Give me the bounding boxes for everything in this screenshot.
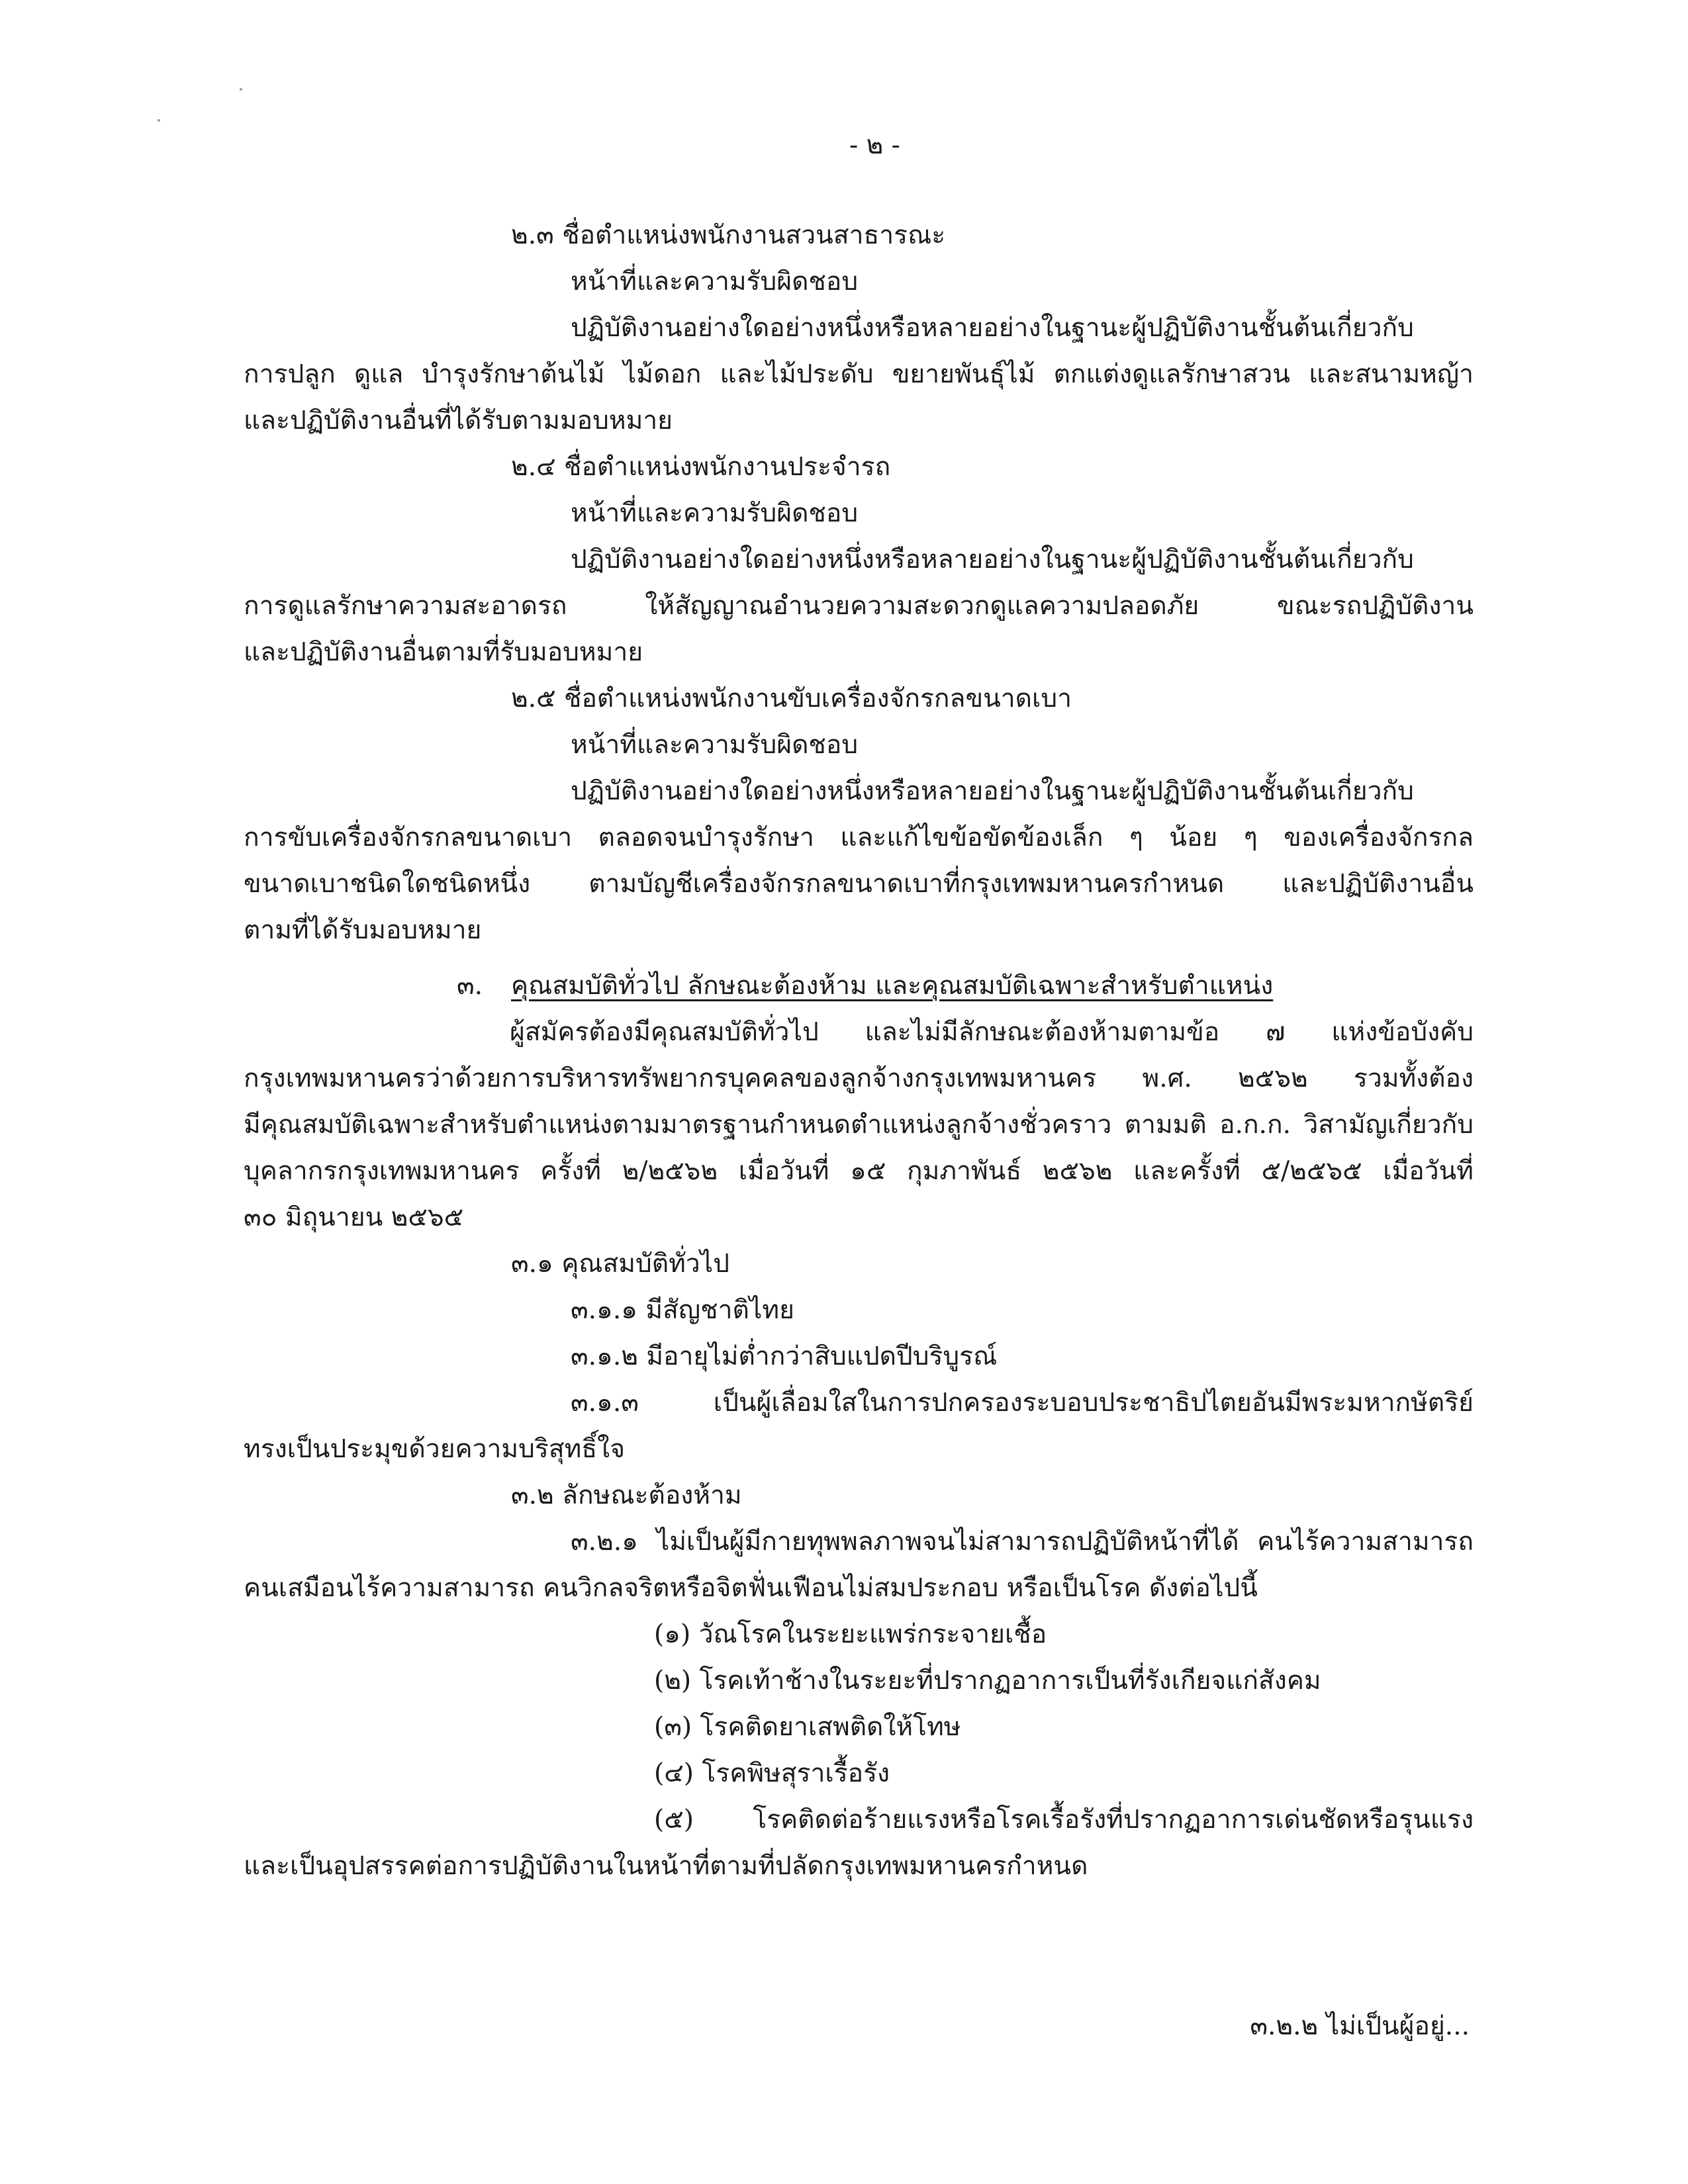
continuation-marker: ๓.๒.๒ ไม่เป็นผู้อยู่...	[1250, 2011, 1470, 2041]
section-3-intro-line: ผู้สมัครต้องมีคุณสมบัติทั่วไป และไม่มีลักษณะต้องห้ามตามข้อ ๗ แห่งข้อบังคับ	[510, 1017, 1474, 1047]
disease-item: (๑) วัณโรคในระยะแพร่กระจายเชื้อ	[654, 1619, 1047, 1649]
scan-speck	[240, 88, 242, 91]
page-number: - ๒ -	[849, 130, 900, 160]
section-3-2-heading: ๓.๒ ลักษณะต้องห้าม	[511, 1480, 742, 1510]
section-2-4-heading: ๒.๔ ชื่อตำแหน่งพนักงานประจำรถ	[511, 452, 891, 482]
section-3-intro-line: กรุงเทพมหานครว่าด้วยการบริหารทรัพยากรบุคคลของลูกจ้างกรุงเทพมหานคร พ.ศ. ๒๕๖๒ รวมทั้งต้อง	[244, 1064, 1474, 1093]
section-3-intro-line: มีคุณสมบัติเฉพาะสำหรับตำแหน่งตามมาตรฐานกำหนดตำแหน่งลูกจ้างชั่วคราว ตามมติ อ.ก.ก. วิสามัญเกี่ยวกับ	[244, 1110, 1474, 1140]
section-3-heading: คุณสมบัติทั่วไป ลักษณะต้องห้าม และคุณสมบัติเฉพาะสำหรับตำแหน่ง	[511, 971, 1274, 1001]
section-2-5-duty-label: หน้าที่และความรับผิดชอบ	[571, 730, 859, 760]
section-3-2-1-line: คนเสมือนไร้ความสามารถ คนวิกลจริตหรือจิตฟั่นเฟือนไม่สมประกอบ หรือเป็นโรค ดังต่อไปนี้	[244, 1573, 1258, 1603]
section-2-4-text-line: ปฏิบัติงานอย่างใดอย่างหนึ่งหรือหลายอย่างในฐานะผู้ปฏิบัติงานชั้นต้นเกี่ยวกับ	[571, 545, 1414, 574]
section-3-1-3-line: ทรงเป็นประมุขด้วยความบริสุทธิ์ใจ	[244, 1434, 626, 1464]
disease-item: (๔) โรคพิษสุราเรื้อรัง	[654, 1758, 890, 1788]
section-2-5-heading: ๒.๕ ชื่อตำแหน่งพนักงานขับเครื่องจักรกลขนาดเบา	[511, 684, 1072, 713]
section-2-3-text-line: และปฏิบัติงานอื่นที่ได้รับตามมอบหมาย	[244, 406, 673, 435]
section-2-5-text-line: ตามที่ได้รับมอบหมาย	[244, 915, 482, 945]
section-3-number: ๓.	[457, 971, 483, 1001]
scan-speck	[158, 119, 160, 122]
section-3-2-1-line: ๓.๒.๑ ไม่เป็นผู้มีกายทุพพลภาพจนไม่สามารถปฏิบัติหน้าที่ได้ คนไร้ความสามารถ	[571, 1527, 1474, 1557]
section-3-1-heading: ๓.๑ คุณสมบัติทั่วไป	[511, 1249, 730, 1279]
section-2-3-text-line: ปฏิบัติงานอย่างใดอย่างหนึ่งหรือหลายอย่างในฐานะผู้ปฏิบัติงานชั้นต้นเกี่ยวกับ	[571, 313, 1414, 343]
section-2-5-text-line: ขนาดเบาชนิดใดชนิดหนึ่ง ตามบัญชีเครื่องจักรกลขนาดเบาที่กรุงเทพมหานครกำหนด และปฏิบัติงานอื่น	[244, 869, 1474, 899]
disease-item: (๕) โรคติดต่อร้ายแรงหรือโรคเรื้อรังที่ปรากฏอาการเด่นชัดหรือรุนแรง	[654, 1805, 1474, 1835]
section-2-4-duty-label: หน้าที่และความรับผิดชอบ	[571, 498, 859, 528]
section-2-4-text-line: การดูแลรักษาความสะอาดรถ ให้สัญญาณอำนวยความสะดวกดูแลความปลอดภัย ขณะรถปฏิบัติงาน	[244, 591, 1474, 621]
section-2-3-heading: ๒.๓ ชื่อตำแหน่งพนักงานสวนสาธารณะ	[511, 220, 946, 250]
section-2-3-text-line: การปลูก ดูแล บำรุงรักษาต้นไม้ ไม้ดอก และไม้ประดับ ขยายพันธุ์ไม้ ตกแต่งดูแลรักษาสวน และสนามหญ้า	[244, 359, 1474, 389]
section-2-4-text-line: และปฏิบัติงานอื่นตามที่รับมอบหมาย	[244, 637, 643, 667]
section-2-5-text-line: ปฏิบัติงานอย่างใดอย่างหนึ่งหรือหลายอย่างในฐานะผู้ปฏิบัติงานชั้นต้นเกี่ยวกับ	[571, 776, 1414, 806]
section-3-intro-line: บุคลากรกรุงเทพมหานคร ครั้งที่ ๒/๒๕๖๒ เมื่อวันที่ ๑๕ กุมภาพันธ์ ๒๕๖๒ และครั้งที่ ๕/๒๕๖๕ เมื่อวันที่	[244, 1156, 1474, 1186]
section-3-1-1: ๓.๑.๑ มีสัญชาติไทย	[571, 1295, 794, 1325]
section-2-5-text-line: การขับเครื่องจักรกลขนาดเบา ตลอดจนบำรุงรักษา และแก้ไขข้อขัดข้องเล็ก ๆ น้อย ๆ ของเครื่องจักรกล	[244, 823, 1474, 852]
section-3-1-2: ๓.๑.๒ มีอายุไม่ต่ำกว่าสิบแปดปีบริบูรณ์	[571, 1342, 998, 1371]
disease-item: (๒) โรคเท้าช้างในระยะที่ปรากฏอาการเป็นที่รังเกียจแก่สังคม	[654, 1666, 1321, 1696]
section-3-intro-line: ๓๐ มิถุนายน ๒๕๖๕	[244, 1203, 464, 1232]
disease-item-continuation: และเป็นอุปสรรคต่อการปฏิบัติงานในหน้าที่ตามที่ปลัดกรุงเทพมหานครกำหนด	[244, 1851, 1088, 1881]
disease-item: (๓) โรคติดยาเสพติดให้โทษ	[654, 1712, 961, 1742]
section-3-1-3-line: ๓.๑.๓ เป็นผู้เลื่อมใสในการปกครองระบอบประชาธิปไตยอันมีพระมหากษัตริย์	[571, 1388, 1474, 1418]
section-2-3-duty-label: หน้าที่และความรับผิดชอบ	[571, 267, 859, 296]
